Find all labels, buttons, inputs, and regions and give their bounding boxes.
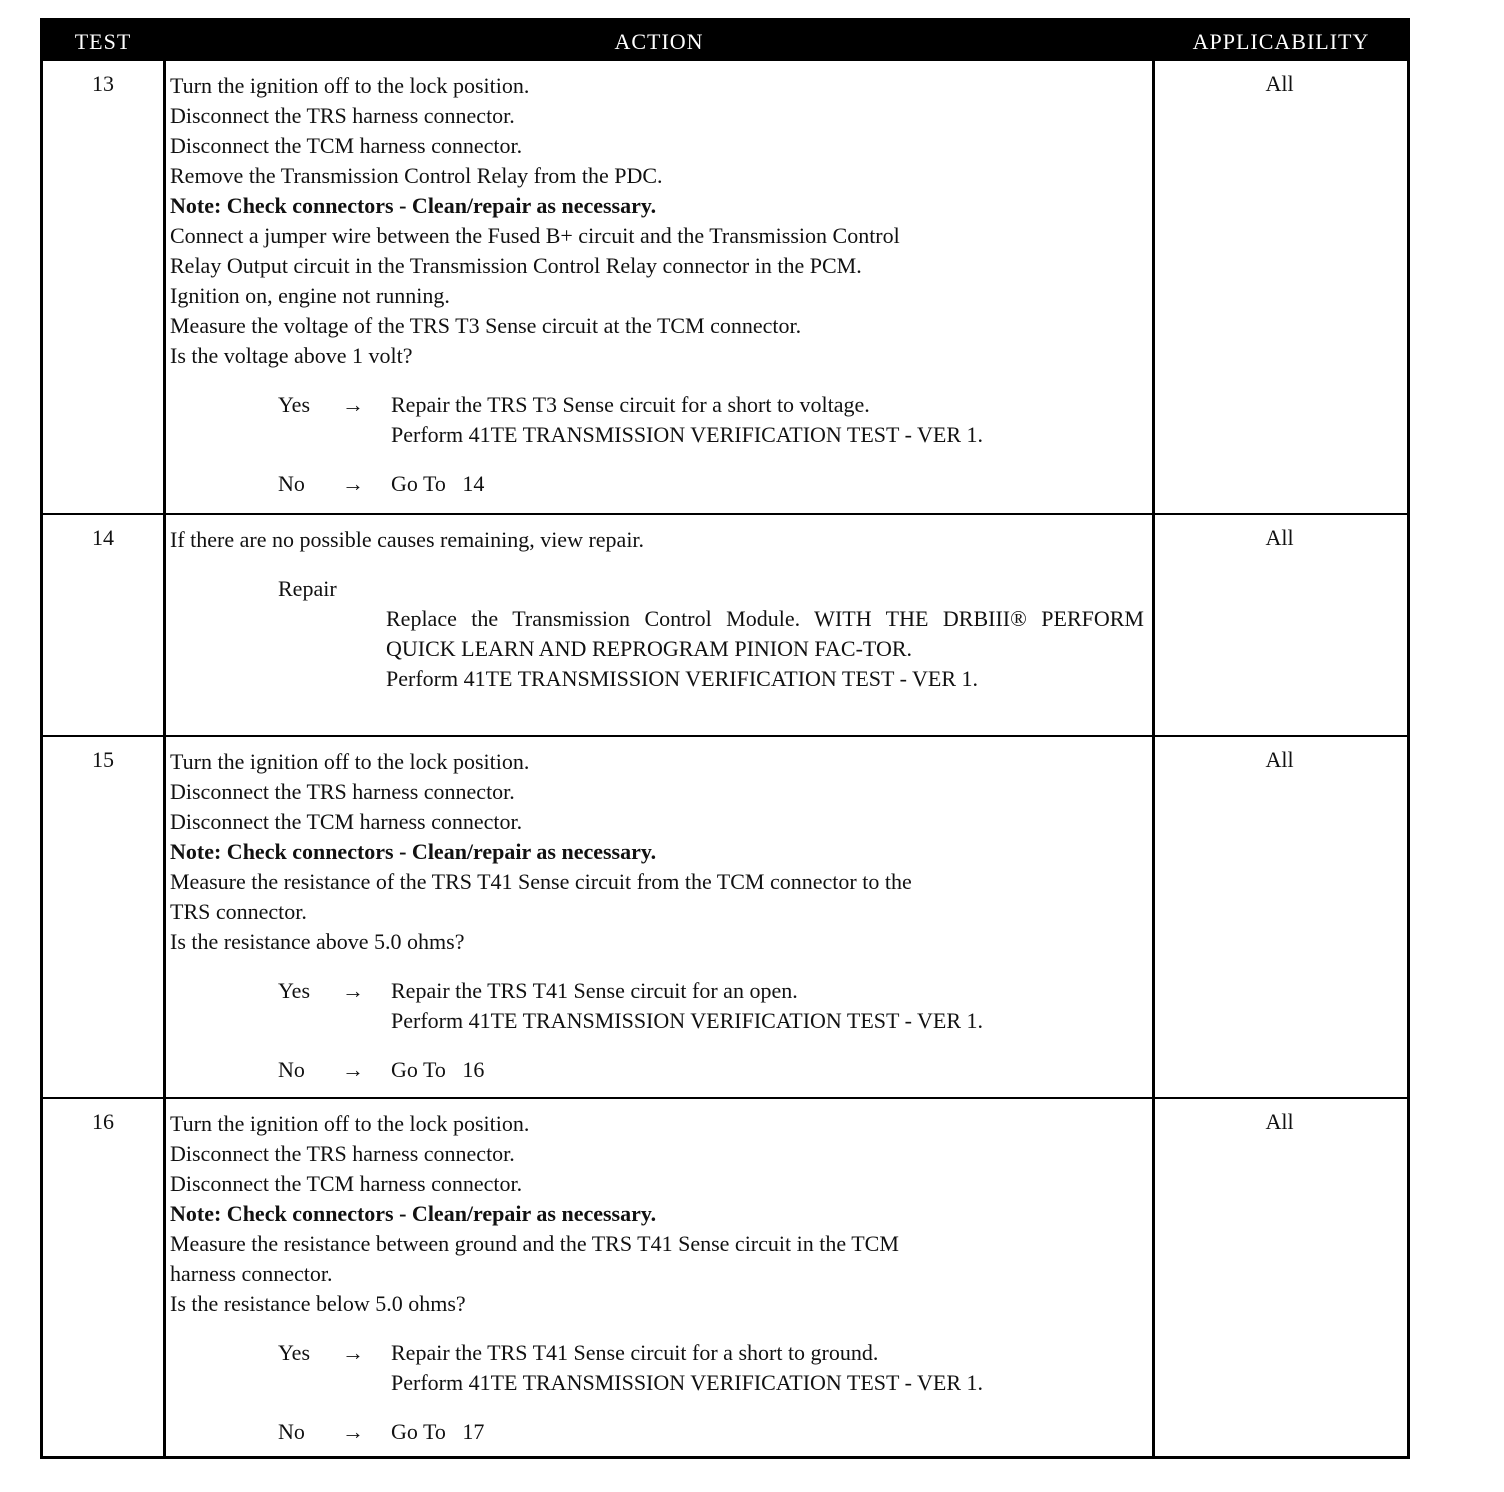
action-question: Is the resistance below 5.0 ohms? xyxy=(170,1291,466,1316)
action-step: Disconnect the TCM harness connector. xyxy=(170,133,523,158)
applicability-value: All xyxy=(1265,71,1294,96)
action-step: Disconnect the TRS harness connector. xyxy=(170,1141,515,1166)
header-action: ACTION xyxy=(614,29,704,54)
action-step: Turn the ignition off to the lock position. xyxy=(170,73,530,98)
diagnostic-test-table xyxy=(40,18,1410,1459)
yes-text: Perform 41TE TRANSMISSION VERIFICATION TEST - VER 1. xyxy=(391,1008,983,1033)
yes-text: Perform 41TE TRANSMISSION VERIFICATION TEST - VER 1. xyxy=(391,422,983,447)
action-step: Measure the resistance of the TRS T41 Sense circuit from the TCM connector to the xyxy=(170,869,912,894)
table-row xyxy=(43,513,1407,735)
action-cell xyxy=(170,1109,1155,1447)
action-step: Turn the ignition off to the lock position. xyxy=(170,749,530,774)
action-question: Is the voltage above 1 volt? xyxy=(170,343,413,368)
applicability-value: All xyxy=(1265,525,1294,550)
no-text: Go To 17 xyxy=(391,1419,485,1444)
applicability-value: All xyxy=(1265,747,1294,772)
yes-label: Yes xyxy=(278,1340,311,1365)
action-note: Note: Check connectors - Clean/repair as necessary. xyxy=(170,1201,657,1226)
arrow-icon: → xyxy=(342,1340,364,1365)
repair-step: Replace the Transmission Control Module. WITH THE DRBIII® PERFORM QUICK LEARN AND REPROGRAM PINION FAC-TOR. xyxy=(386,606,1144,661)
arrow-icon: → xyxy=(342,1057,364,1082)
action-cell xyxy=(170,71,1155,499)
action-step: Disconnect the TRS harness connector. xyxy=(170,103,515,128)
action-cell xyxy=(170,747,1155,1085)
table-row xyxy=(43,61,1407,513)
table-header xyxy=(43,21,1407,61)
yes-text: Perform 41TE TRANSMISSION VERIFICATION TEST - VER 1. xyxy=(391,1370,983,1395)
table-row xyxy=(43,735,1407,1097)
no-label: No xyxy=(278,471,305,496)
yes-text: Repair the TRS T41 Sense circuit for an open. xyxy=(391,978,798,1003)
test-number: 14 xyxy=(92,525,114,550)
action-note: Note: Check connectors - Clean/repair as necessary. xyxy=(170,193,657,218)
action-step: Connect a jumper wire between the Fused B+ circuit and the Transmission Control xyxy=(170,223,900,248)
no-text: Go To 14 xyxy=(391,471,485,496)
applicability-value: All xyxy=(1265,1109,1294,1134)
action-step: Disconnect the TCM harness connector. xyxy=(170,809,523,834)
yes-label: Yes xyxy=(278,392,311,417)
repair-block xyxy=(170,604,1155,694)
no-branch xyxy=(170,1417,1155,1447)
action-step: If there are no possible causes remaining, view repair. xyxy=(170,527,645,552)
arrow-icon: → xyxy=(342,1419,364,1444)
no-label: No xyxy=(278,1057,305,1082)
action-step: harness connector. xyxy=(170,1261,333,1286)
action-step: Measure the voltage of the TRS T3 Sense circuit at the TCM connector. xyxy=(170,313,802,338)
yes-branch xyxy=(170,1338,1155,1398)
no-branch xyxy=(170,1055,1155,1085)
action-step: Ignition on, engine not running. xyxy=(170,283,450,308)
action-note: Note: Check connectors - Clean/repair as necessary. xyxy=(170,839,657,864)
action-question: Is the resistance above 5.0 ohms? xyxy=(170,929,465,954)
no-label: No xyxy=(278,1419,305,1444)
arrow-icon: → xyxy=(342,392,364,417)
no-text: Go To 16 xyxy=(391,1057,485,1082)
test-number: 15 xyxy=(92,747,114,772)
yes-branch xyxy=(170,976,1155,1036)
yes-branch xyxy=(170,390,1155,450)
no-branch xyxy=(170,469,1155,499)
arrow-icon: → xyxy=(342,978,364,1003)
action-step: Measure the resistance between ground and the TRS T41 Sense circuit in the TCM xyxy=(170,1231,899,1256)
action-cell xyxy=(170,525,1155,694)
table-row xyxy=(43,1097,1407,1456)
action-step: Disconnect the TCM harness connector. xyxy=(170,1171,523,1196)
action-step: Disconnect the TRS harness connector. xyxy=(170,779,515,804)
repair-step: Perform 41TE TRANSMISSION VERIFICATION TEST - VER 1. xyxy=(386,666,978,691)
yes-text: Repair the TRS T41 Sense circuit for a short to ground. xyxy=(391,1340,879,1365)
action-step: Remove the Transmission Control Relay from the PDC. xyxy=(170,163,663,188)
header-test: TEST xyxy=(74,29,132,54)
yes-label: Yes xyxy=(278,978,311,1003)
test-number: 13 xyxy=(92,71,114,96)
action-step: Relay Output circuit in the Transmission Control Relay connector in the PCM. xyxy=(170,253,862,278)
action-step: TRS connector. xyxy=(170,899,307,924)
test-number: 16 xyxy=(92,1109,114,1134)
header-applicability: APPLICABILITY xyxy=(1192,29,1370,54)
yes-text: Repair the TRS T3 Sense circuit for a short to voltage. xyxy=(391,392,870,417)
repair-label: Repair xyxy=(278,576,337,601)
action-step: Turn the ignition off to the lock position. xyxy=(170,1111,530,1136)
arrow-icon: → xyxy=(342,471,364,496)
